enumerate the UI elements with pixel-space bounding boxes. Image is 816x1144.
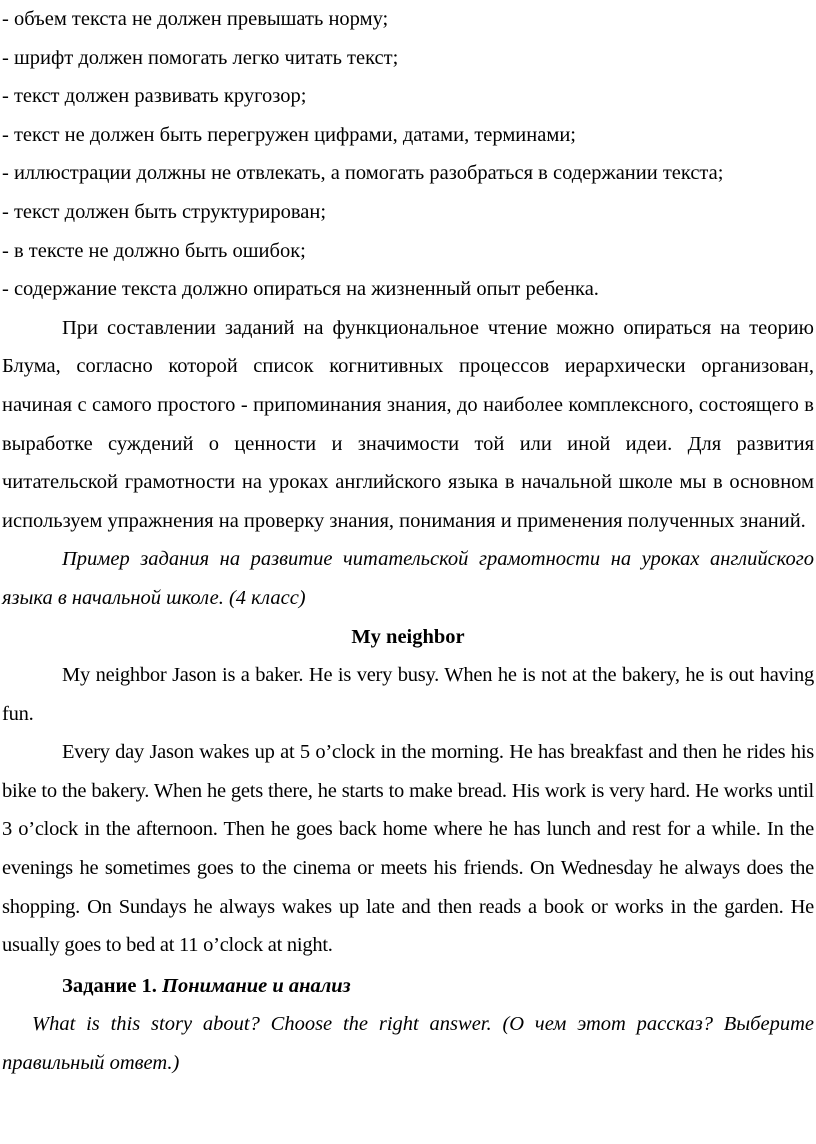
story-title: My neighbor [351, 625, 465, 648]
requirement-item: - иллюстрации должны не отвлекать, а помогать разобраться в содержании текста; [2, 162, 724, 185]
task-1-subtitle: Понимание и анализ [162, 974, 351, 997]
requirement-item: - содержание текста должно опираться на жизненный опыт ребенка. [2, 278, 599, 301]
requirement-item: - текст должен развивать кругозор; [2, 85, 307, 108]
requirement-item: - объем текста не должен превышать норму; [2, 8, 389, 30]
example-caption: Пример задания на развитие читательской грамотности на уроках английского языка в начальной школе. (4 класс) [2, 548, 814, 609]
story-paragraph-1: My neighbor Jason is a baker. He is very busy. When he is not at the bakery, he is out having fun. [2, 664, 814, 725]
task-1-heading [2, 967, 814, 1006]
task-1-question: What is this story about? Choose the right answer. (О чем этот рассказ? Выберите правильный ответ.) [2, 1013, 814, 1075]
bloom-paragraph: При составлении заданий на функциональное чтение можно опираться на теорию Блума, согласно которой список когнитивных процессов иерархически организован, начиная с самого простого - припоминания знания, до наиболее комплексного, состоящего в выработке суждений о ценности и значимости той или иной идеи. Для развития читательской грамотности на уроках английского языка в начальной школе мы в основном используем упражнения на проверку знания, понимания и применения полученных знаний. [2, 316, 814, 532]
requirement-item: - текст не должен быть перегружен цифрами, датами, терминами; [2, 123, 576, 146]
requirements-list [2, 0, 814, 309]
story-paragraph-2: Every day Jason wakes up at 5 o’clock in the morning. He has breakfast and then he rides his bike to the bakery. When he gets there, he starts to make bread. His work is very hard. He works until 3 o’clock in the afternoon. Then he goes back home where he has lunch and rest for a while. In the evenings he sometimes goes to the cinema or meets his friends. On Wednesday he always does the shopping. On Sundays he always wakes up late and then reads a book or works in the garden. He usually goes to bed at 11 o’clock at night. [2, 741, 814, 957]
task-1-label: Задание 1. [62, 974, 157, 997]
requirement-item: - текст должен быть структурирован; [2, 200, 327, 223]
requirement-item: - в тексте не должно быть ошибок; [2, 239, 306, 262]
requirement-item: - шрифт должен помогать легко читать текст; [2, 46, 399, 69]
